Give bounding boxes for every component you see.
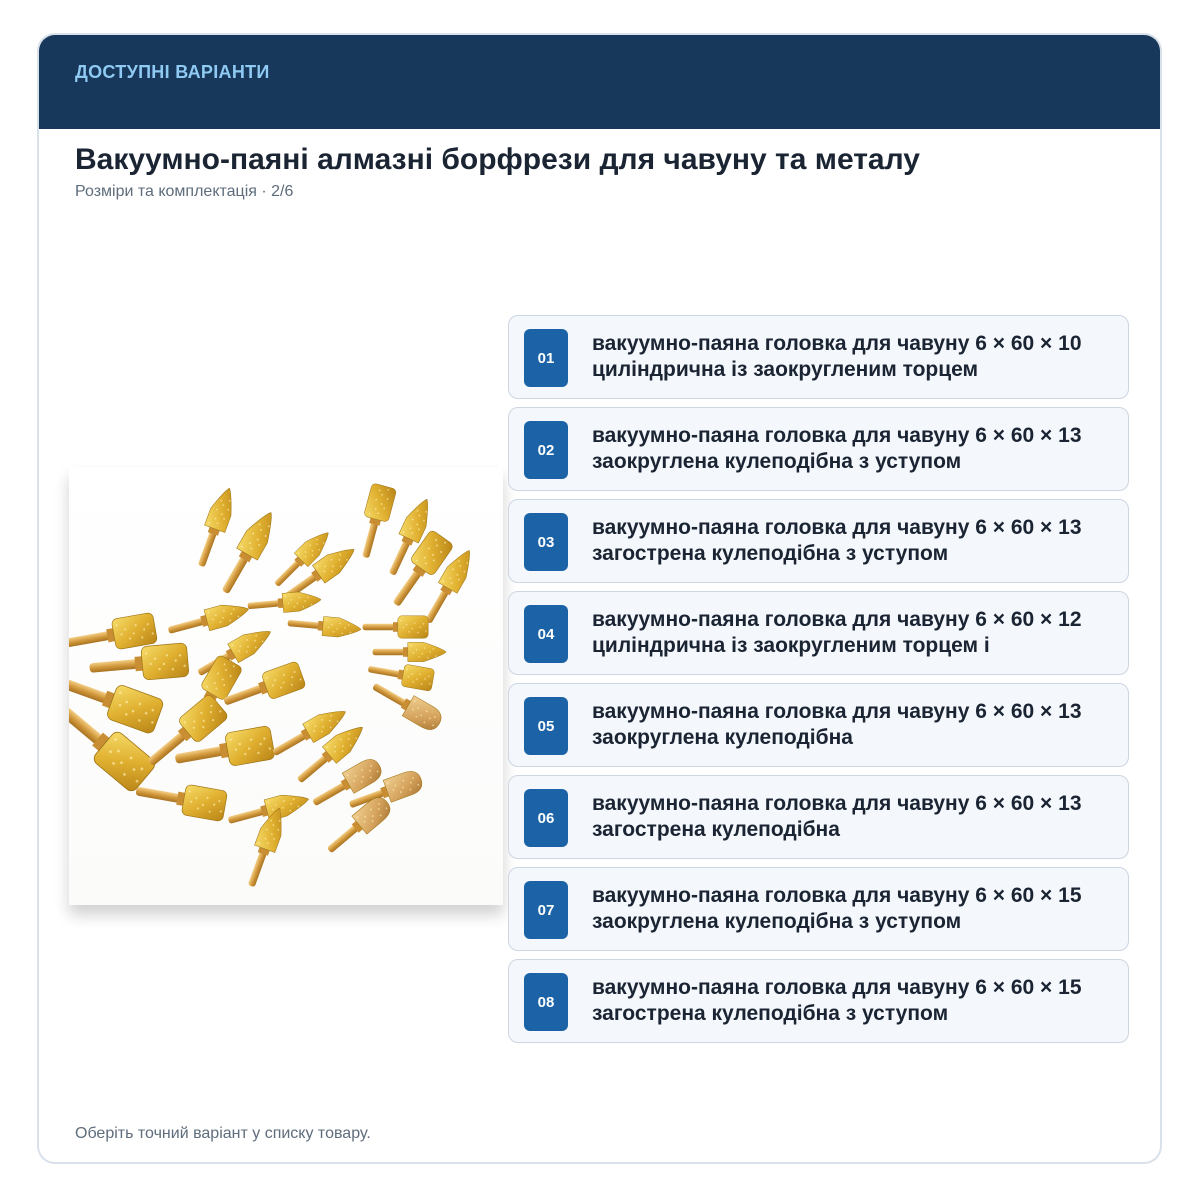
variant-number-badge: 06 <box>524 789 568 847</box>
footer-note: Оберіть точний варіант у списку товару. <box>75 1125 371 1142</box>
variant-item[interactable] <box>508 315 1129 399</box>
product-card <box>37 33 1162 1164</box>
variant-label: вакуумно-паяна головка для чавуну 6 × 60 × 15 заокруглена кулеподібна з уступом <box>592 884 1082 933</box>
variant-number-badge: 08 <box>524 973 568 1031</box>
variant-number-badge: 04 <box>524 605 568 663</box>
variant-list <box>508 315 1129 1051</box>
variant-item[interactable] <box>508 683 1129 767</box>
variant-item[interactable] <box>508 499 1129 583</box>
header-band <box>39 35 1160 129</box>
page-subtitle: Розміри та комплектація · 2/6 <box>75 183 294 200</box>
variant-label: вакуумно-паяна головка для чавуну 6 × 60 × 13 заокруглена кулеподібна з уступом <box>592 424 1082 473</box>
product-image <box>69 467 503 905</box>
variant-item[interactable] <box>508 959 1129 1043</box>
variant-item[interactable] <box>508 407 1129 491</box>
variant-label: вакуумно-паяна головка для чавуну 6 × 60 × 13 заокруглена кулеподібна <box>592 700 1082 749</box>
variant-label: вакуумно-паяна головка для чавуну 6 × 60 × 13 загострена кулеподібна <box>592 792 1082 841</box>
variant-label: вакуумно-паяна головка для чавуну 6 × 60 × 15 загострена кулеподібна з уступом <box>592 976 1082 1025</box>
variant-number-badge: 02 <box>524 421 568 479</box>
variant-number-badge: 05 <box>524 697 568 755</box>
variant-label: вакуумно-паяна головка для чавуну 6 × 60 × 12 циліндрична із заокругленим торцем і <box>592 608 1082 657</box>
variant-label: вакуумно-паяна головка для чавуну 6 × 60 × 10 циліндрична із заокругленим торцем <box>592 332 1082 381</box>
variant-label: вакуумно-паяна головка для чавуну 6 × 60 × 13 загострена кулеподібна з уступом <box>592 516 1082 565</box>
variant-item[interactable] <box>508 591 1129 675</box>
header-label: ДОСТУПНІ ВАРІАНТИ <box>75 62 270 82</box>
diamond-burrs-illustration <box>69 467 503 905</box>
variant-number-badge: 03 <box>524 513 568 571</box>
page-title: Вакуумно-паяні алмазні борфрези для чавуну та металу <box>75 143 920 176</box>
variant-item[interactable] <box>508 775 1129 859</box>
variant-number-badge: 07 <box>524 881 568 939</box>
variant-number-badge: 01 <box>524 329 568 387</box>
variant-item[interactable] <box>508 867 1129 951</box>
